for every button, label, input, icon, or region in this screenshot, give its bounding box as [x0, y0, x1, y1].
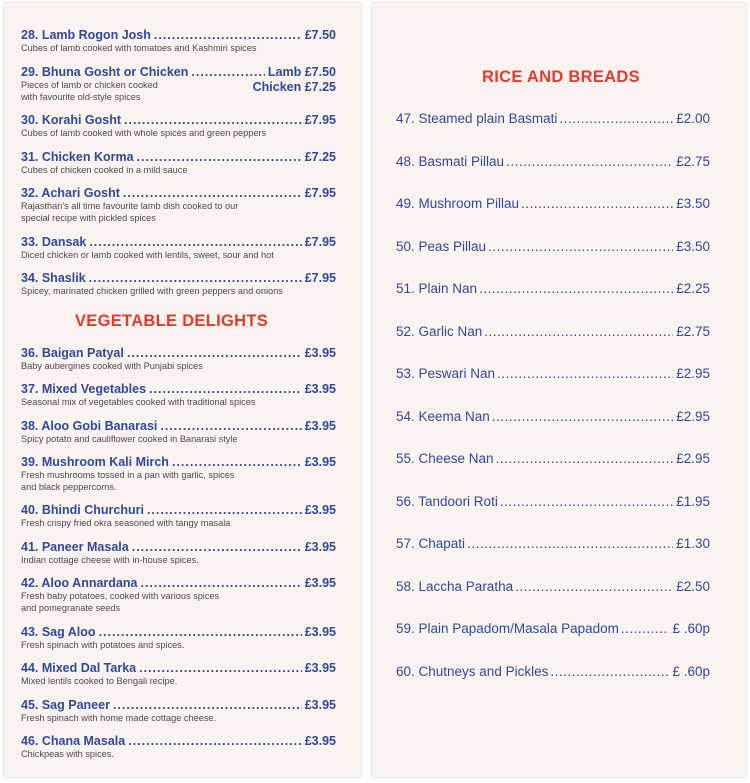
- item-price: £3.95: [304, 455, 336, 469]
- item-name: 53. Peswari Nan: [396, 366, 496, 381]
- menu-item: [21, 382, 336, 409]
- menu-item: [21, 625, 336, 652]
- dot-leader: [113, 698, 302, 713]
- item-name: 46. Chana Masala: [21, 734, 126, 748]
- item-price: £1.95: [676, 494, 710, 509]
- dot-leader: [132, 540, 302, 555]
- item-name: 54. Keema Nan: [396, 409, 490, 424]
- item-description: Pieces of lamb or chicken cooked: [21, 80, 158, 90]
- item-name: 56. Tandoori Roti: [396, 494, 498, 509]
- dot-leader: [559, 110, 673, 127]
- item-price: £3.95: [304, 698, 336, 712]
- item-description: Fresh crispy fried okra seasoned with tangy masala: [21, 518, 231, 528]
- dot-leader: [496, 450, 674, 467]
- item-description: Cubes of lamb cooked with tomatoes and Kashmiri spices: [21, 43, 257, 53]
- menu-item: [396, 408, 710, 425]
- menu-item: [21, 698, 336, 725]
- dot-leader: [484, 323, 673, 340]
- item-description: Fresh mushrooms tossed in a pan with garlic, spices: [21, 470, 235, 480]
- dot-leader: [128, 734, 302, 749]
- dot-leader: [479, 280, 673, 297]
- menu-item: [21, 28, 336, 55]
- menu-item: [396, 323, 710, 340]
- menu-item: [21, 540, 336, 567]
- menu-item: [21, 503, 336, 530]
- item-description: Chickpeas with spices.: [21, 749, 114, 759]
- dot-leader: [497, 365, 673, 382]
- menu-item: [21, 346, 336, 373]
- dot-leader: [621, 620, 670, 637]
- menu-item: [21, 576, 336, 614]
- item-description: Indian cottage cheese with in-house spices.: [21, 555, 199, 565]
- item-price: £3.95: [304, 346, 336, 360]
- item-name: 34. Shaslik: [21, 271, 86, 285]
- dot-leader: [160, 419, 301, 434]
- item-price: £3.95: [304, 576, 336, 590]
- item-price: £7.50: [304, 28, 336, 42]
- section-heading: VEGETABLE DELIGHTS: [75, 312, 269, 330]
- item-description: Cubes of chicken cooked in a mild sauce: [21, 165, 188, 175]
- item-name: 59. Plain Papadom/Masala Papadom: [396, 621, 619, 636]
- dot-leader: [127, 346, 302, 361]
- dot-leader: [500, 493, 673, 510]
- dot-leader: [139, 661, 302, 676]
- item-description: and black peppercorns.: [21, 481, 117, 492]
- item-name: 48. Basmati Pillau: [396, 154, 505, 169]
- item-description: Fresh spinach with home made cottage cheese.: [21, 713, 217, 723]
- dot-leader: [124, 113, 302, 128]
- item-price: £3.95: [304, 625, 336, 639]
- menu-item: [21, 661, 336, 688]
- dot-leader: [154, 28, 302, 43]
- dot-leader: [140, 576, 301, 591]
- item-price: £3.95: [304, 734, 336, 748]
- item-name: 41. Paneer Masala: [21, 540, 129, 554]
- item-description: Fresh spinach with potatoes and spices.: [21, 640, 185, 650]
- dot-leader: [123, 186, 302, 201]
- menu-item: [21, 65, 336, 103]
- dot-leader: [172, 455, 302, 470]
- item-name: 36. Baigan Patyal: [21, 346, 124, 360]
- dot-leader: [89, 235, 301, 250]
- item-name: 45. Sag Paneer: [21, 698, 110, 712]
- left-menu-page: [4, 3, 361, 777]
- menu-item: [396, 365, 710, 382]
- dot-leader: [149, 382, 302, 397]
- dot-leader: [488, 238, 673, 255]
- item-name: 31. Chicken Korma: [21, 150, 134, 164]
- item-description: Diced chicken or lamb cooked with lentils, sweet, sour and hot: [21, 250, 274, 260]
- item-name: 33. Dansak: [21, 235, 87, 249]
- item-description: and pomegranate seeds: [21, 602, 121, 613]
- item-name: 57. Chapati: [396, 536, 466, 551]
- item-description: Spicy potato and cauliflower cooked in Banarasi style: [21, 434, 238, 444]
- item-name: 52. Garlic Nan: [396, 324, 483, 339]
- item-name: 30. Korahi Gosht: [21, 113, 122, 127]
- menu-item: [396, 578, 710, 595]
- item-description: with favourite old-style spices: [21, 91, 141, 102]
- item-name: 60. Chutneys and Pickles: [396, 664, 549, 679]
- item-description: Cubes of lamb cooked with whole spices and green peppers: [21, 128, 267, 138]
- item-name: 38. Aloo Gobi Banarasi: [21, 419, 158, 433]
- dot-leader: [467, 535, 673, 552]
- item-price: £ .60p: [672, 621, 710, 636]
- item-alt-price: Chicken £7.25: [252, 80, 336, 94]
- item-price: £3.50: [676, 196, 710, 211]
- menu-item: [396, 450, 710, 467]
- menu-item: [396, 535, 710, 552]
- dot-leader: [492, 408, 673, 425]
- item-name: 42. Aloo Annardana: [21, 576, 138, 590]
- item-price: £2.95: [676, 366, 710, 381]
- dot-leader: [550, 663, 669, 680]
- menu-item: [21, 271, 336, 298]
- item-price: Lamb £7.50: [267, 65, 336, 79]
- item-description: Rajasthan's all time favourite lamb dish cooked to our: [21, 201, 239, 211]
- item-description: Seasonal mix of vegetables cooked with traditional spices: [21, 397, 256, 407]
- menu-item: [396, 620, 710, 637]
- dot-leader: [515, 578, 673, 595]
- section-heading: RICE AND BREADS: [482, 68, 640, 86]
- item-description: Fresh baby potatoes, cooked with various spices: [21, 591, 220, 601]
- menu-item: [21, 235, 336, 262]
- menu-item: [21, 734, 336, 761]
- item-price: £1.30: [676, 536, 710, 551]
- item-description: Mixed lentils cooked to Bengali recipe.: [21, 676, 178, 686]
- item-price: £7.95: [304, 235, 336, 249]
- item-price: £2.25: [676, 281, 710, 296]
- menu-item: [396, 493, 710, 510]
- item-price: £3.95: [304, 419, 336, 433]
- item-name: 28. Lamb Rogon Josh: [21, 28, 151, 42]
- item-price: £2.95: [676, 451, 710, 466]
- item-name: 44. Mixed Dal Tarka: [21, 661, 137, 675]
- item-name: 50. Peas Pillau: [396, 239, 487, 254]
- menu-item: [21, 150, 336, 177]
- menu-item: [396, 195, 710, 212]
- item-price: £2.75: [676, 154, 710, 169]
- dot-leader: [137, 150, 302, 165]
- item-name: 29. Bhuna Gosht or Chicken: [21, 65, 189, 79]
- dot-leader: [506, 153, 673, 170]
- dot-leader: [191, 65, 265, 80]
- menu-item: [396, 110, 710, 127]
- item-name: 58. Laccha Paratha: [396, 579, 514, 594]
- menu-item: [396, 153, 710, 170]
- item-description: Spicey, marinated chicken grilled with green peppers and onions: [21, 286, 283, 296]
- item-name: 43. Sag Aloo: [21, 625, 96, 639]
- item-description: special recipe with pickled spices: [21, 212, 156, 223]
- item-name: 51. Plain Nan: [396, 281, 478, 296]
- item-price: £3.50: [676, 239, 710, 254]
- menu-item: [396, 280, 710, 297]
- dot-leader: [99, 625, 302, 640]
- item-description: Baby aubergines cooked with Punjabi spices: [21, 361, 203, 371]
- dot-leader: [89, 271, 302, 286]
- item-price: £7.95: [304, 113, 336, 127]
- item-price: £7.25: [304, 150, 336, 164]
- item-name: 55. Cheese Nan: [396, 451, 494, 466]
- item-name: 37. Mixed Vegetables: [21, 382, 147, 396]
- item-name: 49. Mushroom Pillau: [396, 196, 520, 211]
- dot-leader: [147, 503, 302, 518]
- item-price: £7.95: [304, 271, 336, 285]
- item-price: £2.75: [676, 324, 710, 339]
- menu-item: [396, 663, 710, 680]
- right-menu-page: [372, 3, 746, 777]
- menu-item: [21, 455, 336, 493]
- item-price: £3.95: [304, 382, 336, 396]
- item-name: 39. Mushroom Kali Mirch: [21, 455, 169, 469]
- menu-item: [396, 238, 710, 255]
- item-name: 47. Steamed plain Basmati: [396, 111, 558, 126]
- item-price: £3.95: [304, 540, 336, 554]
- item-price: £ .60p: [672, 664, 710, 679]
- item-price: £3.95: [304, 661, 336, 675]
- item-price: £2.00: [676, 111, 710, 126]
- item-price: £2.50: [676, 579, 710, 594]
- dot-leader: [521, 195, 673, 212]
- menu-item: [21, 419, 336, 446]
- item-name: 40. Bhindi Churchuri: [21, 503, 144, 517]
- item-price: £3.95: [304, 503, 336, 517]
- menu-item: [21, 113, 336, 140]
- menu-item: [21, 186, 336, 224]
- item-price: £2.95: [676, 409, 710, 424]
- item-name: 32. Achari Gosht: [21, 186, 120, 200]
- item-price: £7.95: [304, 186, 336, 200]
